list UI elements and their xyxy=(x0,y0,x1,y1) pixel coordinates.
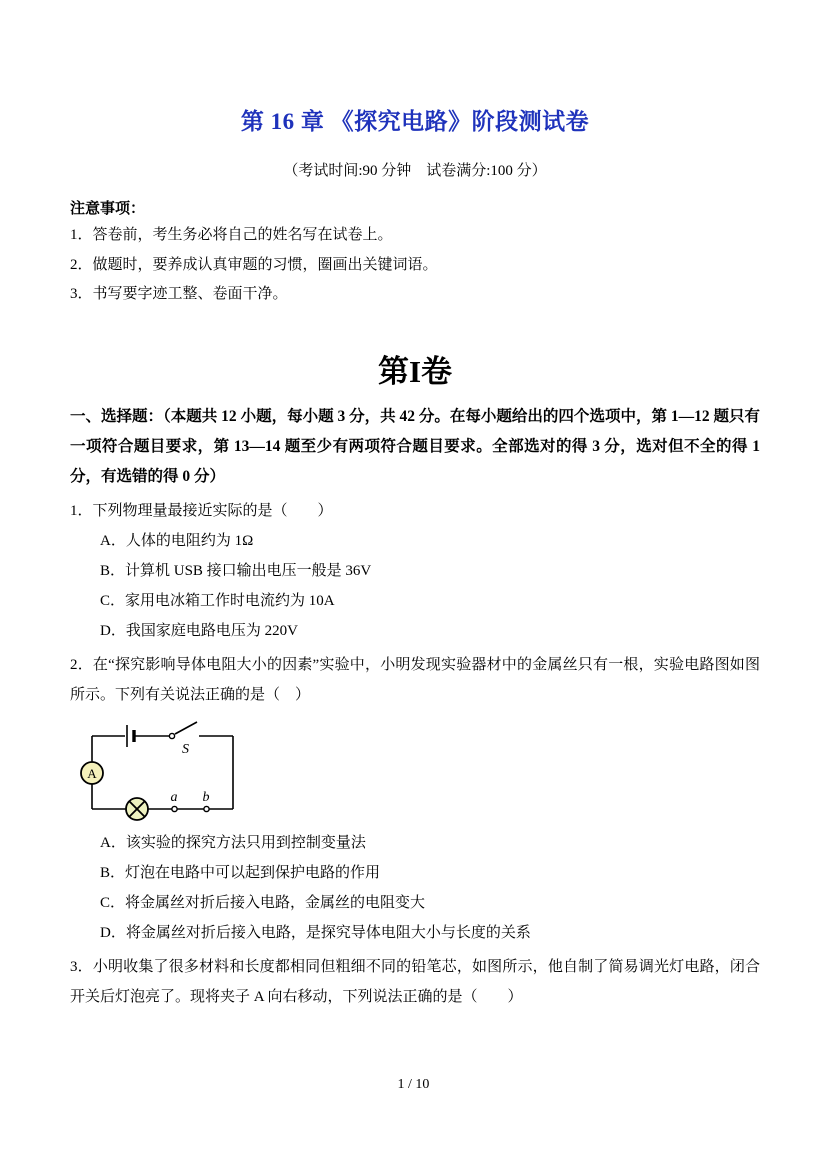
question-3 xyxy=(70,953,760,1012)
note-item-1: 1．答卷前，考生务必将自己的姓名写在试卷上。 xyxy=(70,227,393,243)
battery-icon xyxy=(127,725,134,747)
note-item-3: 3．书写要字迹工整、卷面干净。 xyxy=(70,286,288,302)
circuit-wires xyxy=(92,736,233,809)
question-3-stem: 3．小明收集了很多材料和长度都相同但粗细不同的铅笔芯，如图所示，他自制了简易调光灯电路，闭合开关后灯泡亮了。现将夹子 A 向右移动，下列说法正确的是（ ） xyxy=(70,959,760,1005)
exam-info: （考试时间:90 分钟 试卷满分:100 分） xyxy=(283,163,547,179)
terminal-b-label: b xyxy=(202,790,210,805)
notes-block xyxy=(70,197,760,310)
question-2-option-c: C．将金属丝对折后接入电路，金属丝的电阻变大 xyxy=(100,895,426,911)
question-2-option-a: A．该实验的探究方法只用到控制变量法 xyxy=(100,835,366,851)
question-1-option-b: B．计算机 USB 接口输出电压一般是 36V xyxy=(100,563,372,579)
section-title: 第I卷 xyxy=(377,353,453,389)
question-1-stem: 1．下列物理量最接近实际的是（ ） xyxy=(70,502,333,519)
notes-heading: 注意事项： xyxy=(70,201,146,217)
circuit-figure xyxy=(76,714,760,826)
circuit-diagram xyxy=(76,714,251,826)
question-1-option-a: A．人体的电阻约为 1Ω xyxy=(100,533,254,549)
question-1-option-c: C．家用电冰箱工作时电流约为 10A xyxy=(100,593,335,609)
question-1-options xyxy=(100,526,760,646)
question-2-option-b: B．灯泡在电路中可以起到保护电路的作用 xyxy=(100,865,381,881)
switch-icon xyxy=(169,722,197,739)
section-intro: 一、选择题：（本题共 12 小题，每小题 3 分，共 42 分。在每小题给出的四个选项中，第 1—12 题只有一项符合题目要求，第 13—14 题至少有两项符合题目要求。全部选对的得 3 分，选对但不全的得 1 分，有选错的得 0 分） xyxy=(70,407,760,485)
page-number: 1 / 10 xyxy=(397,1077,430,1092)
terminal-b xyxy=(204,806,209,811)
lamp-icon xyxy=(126,798,148,820)
terminal-a xyxy=(172,806,177,811)
ammeter-label: A xyxy=(87,766,97,781)
note-item-2: 2．做题时，要养成认真审题的习惯，圈画出关键词语。 xyxy=(70,256,438,273)
question-2-stem: 2．在“探究影响导体电阻大小的因素”实验中，小明发现实验器材中的金属丝只有一根，实验电路图如图所示。下列有关说法正确的是（ ） xyxy=(70,657,760,703)
page-title: 第 16 章 《探究电路》阶段测试卷 xyxy=(240,109,590,134)
question-1 xyxy=(70,497,760,647)
question-2-options xyxy=(100,828,760,948)
question-2 xyxy=(70,651,760,948)
switch-label: S xyxy=(182,742,189,757)
question-2-option-d: D．将金属丝对折后接入电路，是探究导体电阻大小与长度的关系 xyxy=(100,925,531,941)
terminal-a-label: a xyxy=(170,790,178,805)
question-1-option-d: D．我国家庭电路电压为 220V xyxy=(100,623,298,639)
